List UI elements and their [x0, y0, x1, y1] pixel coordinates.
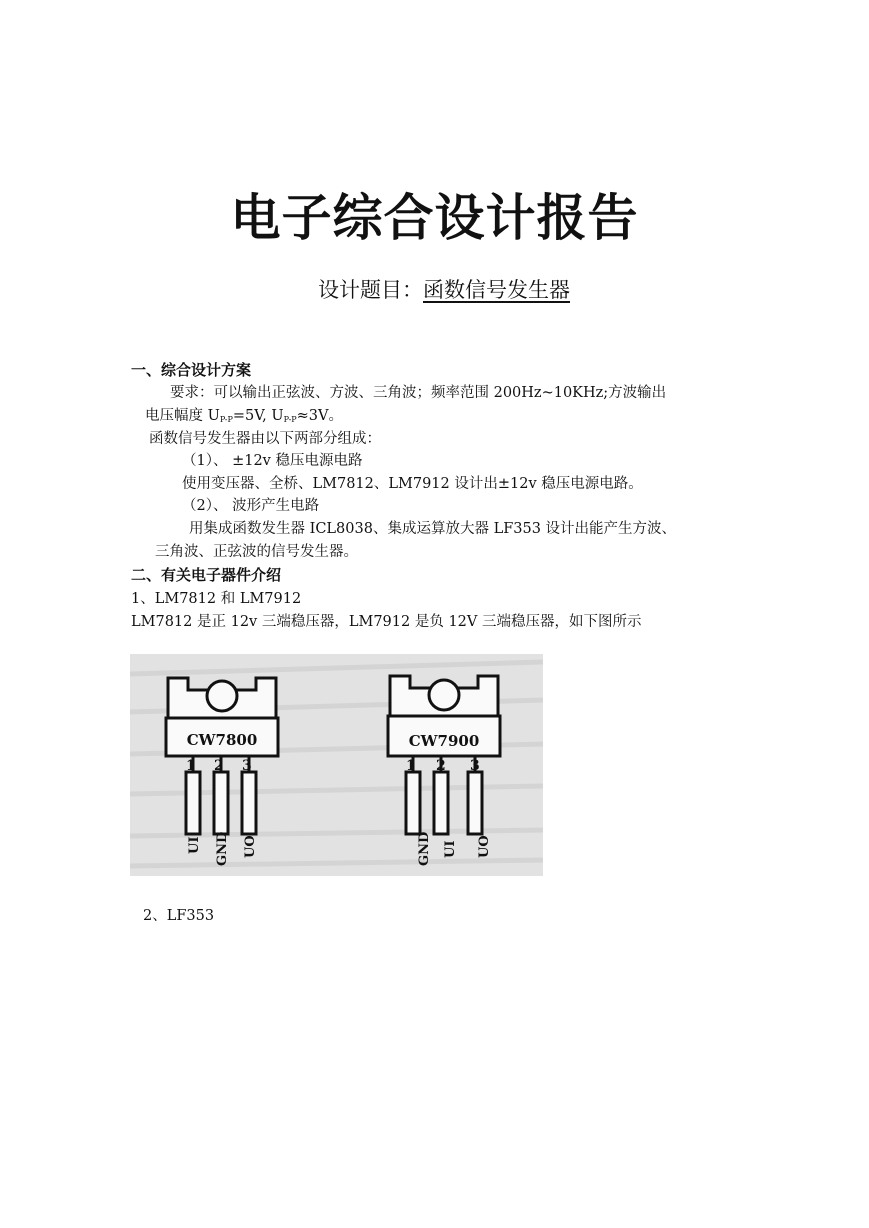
- section-heading-1: 一、综合设计方案: [131, 361, 252, 379]
- right-pin-1: 1: [406, 758, 416, 774]
- report-title: 电子综合设计报告: [230, 189, 639, 247]
- right-pin-label-3: UO: [477, 835, 492, 858]
- component-1-title: 1、LM7812 和 LM7912: [131, 591, 302, 607]
- req-text-a: 电压幅度 U: [145, 408, 220, 424]
- section-heading-2: 二、有关电子器件介绍: [131, 566, 282, 584]
- req-text-b: =5V, U: [232, 408, 284, 424]
- regulator-pinout-diagram: [130, 654, 543, 876]
- part-2-description-line-1: 用集成函数发生器 ICL8038、集成运算放大器 LF353 设计出能产生方波、: [189, 521, 677, 537]
- left-pin-3: 3: [242, 758, 252, 774]
- component-2-title: 2、LF353: [143, 908, 215, 924]
- left-pin-label-2: GND: [215, 831, 230, 866]
- requirement-line-1: 要求：可以输出正弦波、方波、三角波；频率范围 200Hz~10KHz;方波输出: [170, 385, 667, 401]
- right-pin-label-1: GND: [417, 831, 432, 866]
- part-2-description-line-2: 三角波、正弦波的信号发生器。: [155, 544, 358, 560]
- component-1-description: LM7812 是正 12v 三端稳压器，LM7912 是负 12V 三端稳压器，如下图所示: [131, 614, 642, 630]
- topic-label: 设计题目：: [318, 278, 423, 302]
- right-regulator-package: [388, 676, 500, 834]
- composition-intro: 函数信号发生器由以下两部分组成：: [149, 431, 381, 447]
- left-pin-2: 2: [214, 758, 224, 774]
- req-sub-2: P-P: [283, 415, 297, 424]
- part-1-description: 使用变压器、全桥、LM7812、LM7912 设计出±12v 稳压电源电路。: [182, 476, 643, 492]
- design-topic: [318, 274, 570, 304]
- topic-value: 函数信号发生器: [423, 278, 570, 302]
- req-text-c: ≈3V。: [296, 408, 344, 424]
- part-1-title: （1）、 ±12v 稳压电源电路: [182, 453, 363, 469]
- req-sub-1: P-P: [219, 415, 233, 424]
- requirement-line-2: [145, 404, 343, 425]
- left-pin-label-1: UI: [187, 836, 202, 854]
- regulator-pinout-figure: [130, 654, 543, 876]
- left-chip-label: CW7800: [186, 731, 258, 749]
- left-pin-label-3: UO: [243, 835, 258, 858]
- right-chip-label: CW7900: [408, 732, 480, 750]
- right-pin-2: 2: [436, 758, 446, 774]
- part-2-title: （2）、 波形产生电路: [182, 498, 320, 514]
- left-pin-1: 1: [186, 758, 196, 774]
- right-pin-3: 3: [470, 758, 480, 774]
- right-pin-label-2: UI: [443, 840, 458, 858]
